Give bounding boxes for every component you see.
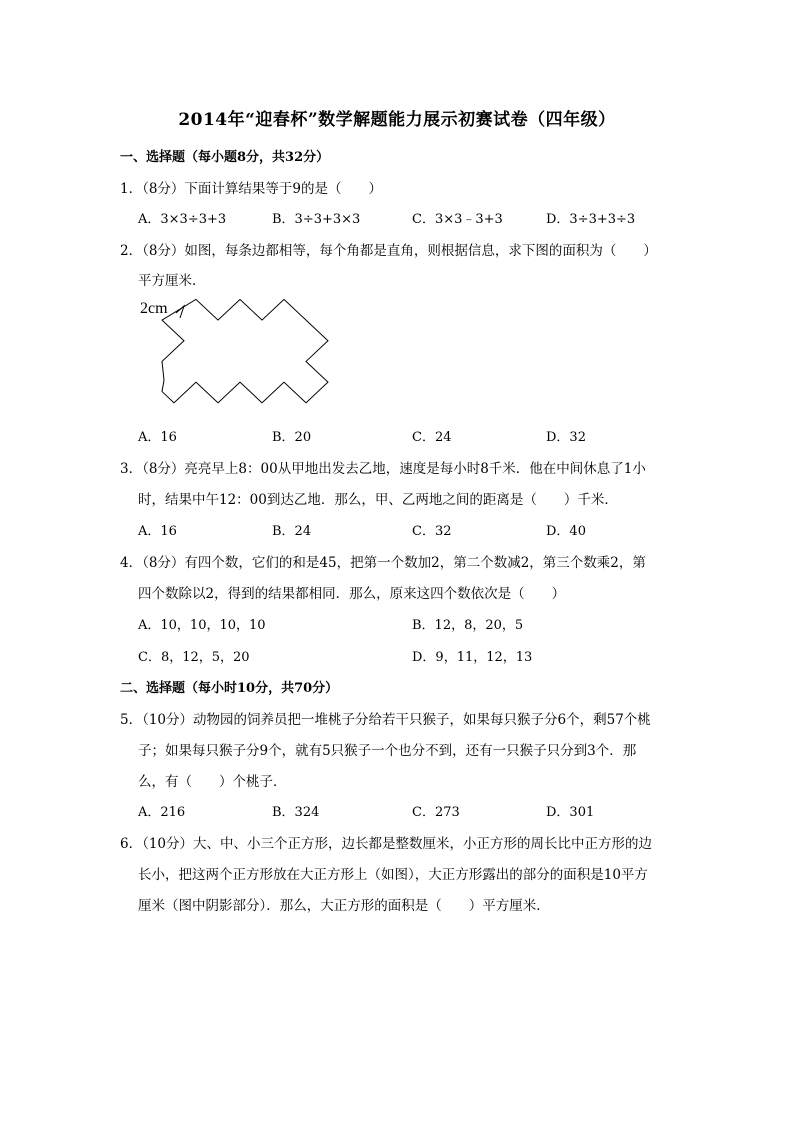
question-1-text: 1．（8分）下面计算结果等于9的是（ ）: [120, 181, 383, 197]
q3-option-b: B．24: [272, 524, 312, 539]
question-4-text: 4．（8分）有四个数，它们的和是45，把第一个数加2，第二个数减2，第三个数乘2，第: [120, 555, 646, 571]
q2-option-c: C．24: [412, 430, 452, 445]
q5-option-d: D．301: [546, 805, 595, 820]
question-5-text-cont2: 么，有（ ）个桃子．: [138, 774, 287, 790]
question-5-text-cont: 子；如果每只猴子分9个，就有5只猴子一个也分不到，还有一只猴子只分到3个．那: [138, 743, 637, 759]
section-2-heading: 二、选择题（每小时10分，共70分）: [120, 681, 339, 696]
q3-option-d: D．40: [546, 524, 586, 539]
q4-option-d: D．9，11，12，13: [412, 650, 533, 665]
question-4-text-cont: 四个数除以2，得到的结果都相同．那么，原来这四个数依次是（ ）: [138, 586, 566, 602]
q1-option-c: C．3×3﹣3+3: [412, 212, 503, 227]
page-title: 2014年“迎春杯”数学解题能力展示初赛试卷（四年级）: [178, 110, 616, 130]
section-1-heading: 一、选择题（每小题8分，共32分）: [120, 150, 330, 165]
q5-option-c: C．273: [412, 805, 460, 820]
figure-label-2cm: 2cm: [140, 300, 168, 317]
cross-figure: [138, 296, 338, 420]
question-2-text: 2．（8分）如图，每条边都相等，每个角都是直角，则根据信息，求下图的面积为（ ）: [120, 243, 657, 259]
q2-option-d: D．32: [546, 430, 586, 445]
cross-polygon: [162, 299, 328, 402]
q2-option-b: B．20: [272, 430, 312, 445]
question-2-text-cont: 平方厘米．: [138, 273, 206, 289]
q3-option-a: A．16: [138, 524, 177, 539]
question-6-text-cont2: 厘米（图中阴影部分）．那么，大正方形的面积是（ ）平方厘米．: [138, 898, 550, 914]
cross-shape: [138, 296, 338, 416]
question-3-text-cont: 时，结果中午12：00到达乙地．那么，甲、乙两地之间的距离是（ ）千米．: [138, 492, 618, 508]
question-6-text: 6．（10分）大、中、小三个正方形，边长都是整数厘米，小正方形的周长比中正方形的边: [120, 836, 653, 852]
question-6-text-cont: 长小，把这两个正方形放在大正方形上（如图），大正方形露出的部分的面积是10平方: [138, 867, 648, 883]
q1-option-a: A．3×3÷3+3: [138, 212, 227, 227]
q5-option-a: A．216: [138, 805, 186, 820]
q3-option-c: C．32: [412, 524, 452, 539]
q4-option-b: B．12，8，20，5: [412, 618, 524, 633]
q1-option-d: D．3÷3+3÷3: [546, 212, 636, 227]
q1-option-b: B．3÷3+3×3: [272, 212, 361, 227]
q2-option-a: A．16: [138, 430, 177, 445]
q5-option-b: B．324: [272, 805, 320, 820]
q4-option-c: C．8，12，5，20: [138, 650, 250, 665]
question-5-text: 5．（10分）动物园的饲养员把一堆桃子分给若干只猴子，如果每只猴子分6个，剩57个桃: [120, 712, 651, 728]
question-3-text: 3．（8分）亮亮早上8：00从甲地出发去乙地，速度是每小时8千米．他在中间休息了1小: [120, 461, 646, 477]
q4-option-a: A．10，10，10，10: [138, 618, 266, 633]
